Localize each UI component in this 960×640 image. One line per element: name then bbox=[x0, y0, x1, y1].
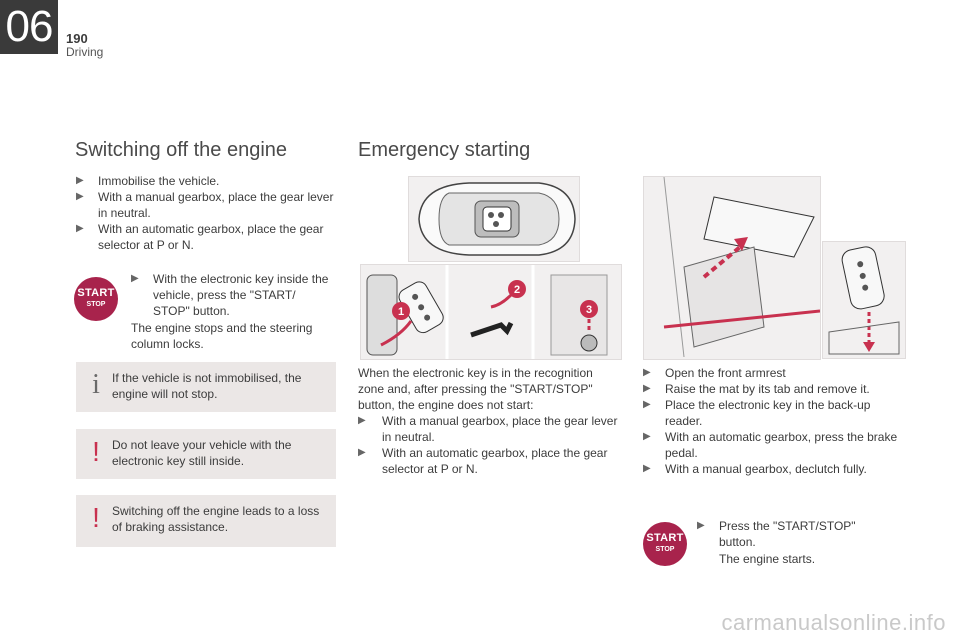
start-stop-icon: START STOP bbox=[74, 277, 118, 321]
bullet-arrow-icon: ▶ bbox=[643, 431, 651, 442]
list-item: ▶ Raise the mat by its tab and remove it. bbox=[643, 382, 870, 396]
stop-result-text: The engine stops and the steering column locks. bbox=[131, 321, 313, 351]
list-item: ▶ With an automatic gearbox, place the gear selector at P or N. bbox=[76, 222, 324, 252]
armrest-illustration bbox=[643, 176, 821, 360]
emergency-title: Emergency starting bbox=[358, 139, 531, 161]
list-item: ▶ With a manual gearbox, declutch fully. bbox=[643, 462, 867, 476]
page-section: Driving bbox=[66, 45, 104, 59]
list-item: ▶ Place the electronic key in the back-up reader. bbox=[643, 398, 871, 428]
bullet-arrow-icon: ▶ bbox=[697, 520, 705, 531]
list-item: ▶ Immobilise the vehicle. bbox=[76, 174, 220, 188]
list-item: ▶ Press the "START/STOP" button. bbox=[697, 519, 856, 549]
watermark: carmanualsonline.info bbox=[721, 610, 946, 635]
list-item: ▶ With an automatic gearbox, place the gear selector at P or N. bbox=[358, 446, 608, 476]
step-1-label: 1 bbox=[397, 306, 405, 318]
list-item: ▶ With a manual gearbox, place the gear lever in neutral. bbox=[76, 190, 334, 220]
car-key-zone-illustration bbox=[408, 176, 580, 262]
start-result-text: The engine starts. bbox=[719, 552, 816, 566]
bullet-arrow-icon: ▶ bbox=[643, 463, 651, 474]
warning-icon: ! bbox=[92, 502, 100, 533]
bullet-arrow-icon: ▶ bbox=[643, 399, 651, 410]
bullet-arrow-icon: ▶ bbox=[76, 191, 84, 202]
emergency-start-steps-illustration bbox=[360, 264, 622, 360]
bullet-arrow-icon: ▶ bbox=[358, 447, 366, 458]
bullet-arrow-icon: ▶ bbox=[643, 367, 651, 378]
list-item: ▶ With a manual gearbox, place the gear lever in neutral. bbox=[358, 414, 618, 444]
warning-note: ! Switching off the engine leads to a loss of braking assistance. bbox=[76, 495, 336, 547]
bullet-arrow-icon: ▶ bbox=[358, 415, 366, 426]
info-icon: i bbox=[92, 369, 100, 400]
backup-reader-illustration bbox=[822, 241, 906, 359]
list-item: ▶ With the electronic key inside the vehicle, press the "START/ STOP" button. bbox=[131, 272, 329, 318]
step-3-label: 3 bbox=[585, 304, 593, 316]
list-item: ▶ Open the front armrest bbox=[643, 366, 786, 380]
warning-icon: ! bbox=[92, 436, 100, 467]
info-note: i If the vehicle is not immobilised, the engine will not stop. bbox=[76, 362, 336, 412]
bullet-arrow-icon: ▶ bbox=[643, 383, 651, 394]
bullet-arrow-icon: ▶ bbox=[131, 273, 139, 284]
step-2-label: 2 bbox=[513, 284, 521, 296]
start-stop-icon: START STOP bbox=[643, 522, 687, 566]
emergency-intro: When the electronic key is in the recognition zone and, after pressing the "START/STOP" button, the engine does not start: bbox=[358, 366, 593, 412]
chapter-number: 06 bbox=[0, 0, 58, 54]
switching-off-title: Switching off the engine bbox=[75, 139, 288, 161]
bullet-arrow-icon: ▶ bbox=[76, 175, 84, 186]
bullet-arrow-icon: ▶ bbox=[76, 223, 84, 234]
page-number: 190 bbox=[66, 31, 88, 46]
warning-note: ! Do not leave your vehicle with the electronic key still inside. bbox=[76, 429, 336, 479]
list-item: ▶ With an automatic gearbox, press the brake pedal. bbox=[643, 430, 898, 460]
